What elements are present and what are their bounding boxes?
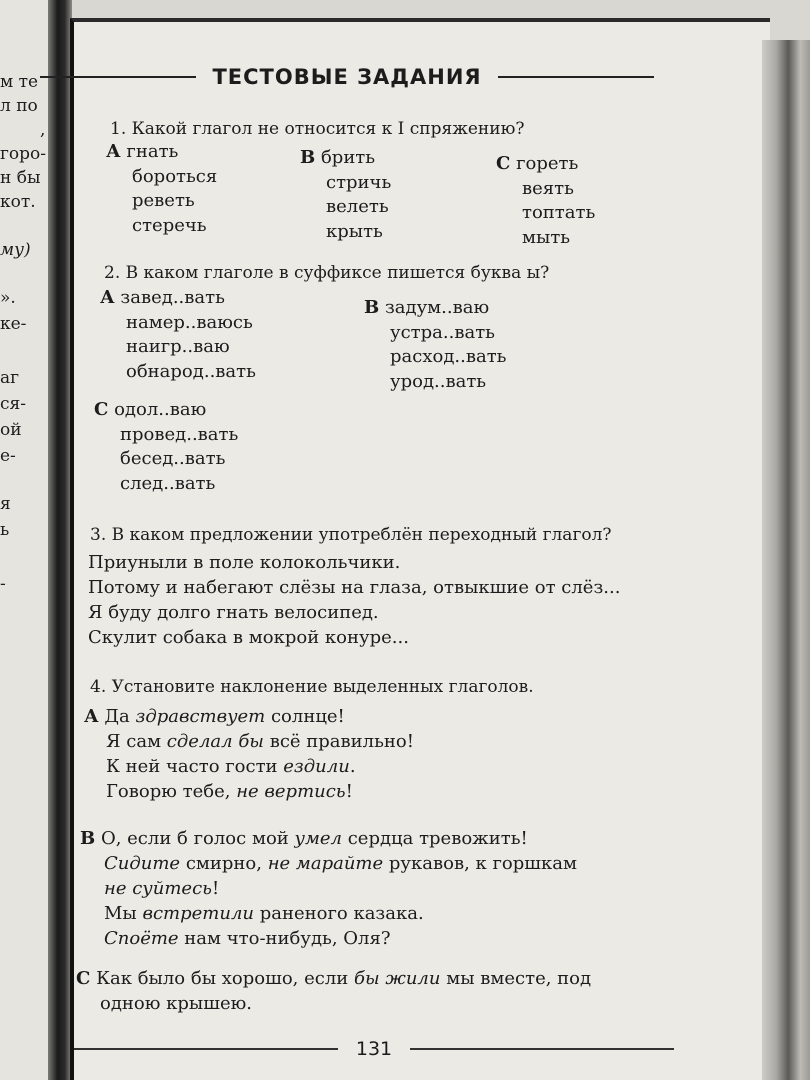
option-item: веять — [522, 177, 574, 199]
left-fragment: н бы — [0, 168, 41, 188]
option-item: крыть — [326, 220, 383, 242]
highlighted-verb: ездили — [283, 756, 350, 777]
q4-option-a — [84, 704, 414, 804]
left-fragment: - — [0, 574, 6, 594]
left-fragment: горо- — [0, 144, 47, 164]
option-item: намер..ваюсь — [126, 311, 253, 333]
highlighted-verb: бы жили — [354, 968, 441, 989]
text: Да — [104, 706, 136, 727]
page-footer — [74, 1036, 674, 1062]
option-item: брить — [320, 147, 376, 168]
left-fragment: кот. — [0, 192, 36, 212]
question-4: 4. Установите наклонение выделенных глаголов. — [90, 677, 534, 697]
option-letter: А — [84, 706, 99, 727]
highlighted-verb: сделал бы — [166, 731, 264, 752]
option-item: стеречь — [132, 214, 207, 236]
text: солнце! — [265, 706, 345, 727]
page-edge-shadow — [762, 40, 810, 1080]
left-fragment: ся- — [0, 394, 26, 414]
left-fragment: , — [40, 120, 46, 140]
option-letter: А — [106, 141, 121, 162]
text: смирно, — [180, 853, 268, 874]
highlighted-verb: встретили — [142, 903, 254, 924]
q3-sentence: Скулит собака в мокрой конуре... — [88, 627, 409, 648]
option-item: след..вать — [120, 472, 216, 494]
q2-option-c — [94, 398, 238, 496]
option-item: провед..вать — [120, 423, 239, 445]
text: раненого казака. — [254, 903, 424, 924]
option-letter: В — [364, 297, 380, 318]
option-item: бесед..вать — [120, 448, 226, 469]
text: рукавов, к горшкам — [383, 853, 577, 874]
option-item: велеть — [326, 196, 389, 217]
left-fragment: м те — [0, 72, 39, 92]
q4-option-c — [76, 966, 591, 1016]
page-number: 131 — [355, 1038, 393, 1060]
option-item: устра..вать — [390, 321, 495, 343]
left-fragment: е- — [0, 446, 16, 466]
section-header — [40, 64, 654, 90]
highlighted-verb: не марайте — [267, 853, 384, 874]
option-item: бороться — [132, 165, 218, 187]
text: Мы — [104, 903, 143, 924]
option-letter: В — [80, 828, 96, 849]
left-fragment: л по — [0, 96, 38, 116]
left-fragment: ь — [0, 520, 10, 540]
q1-option-b — [300, 146, 391, 244]
option-letter: С — [496, 153, 511, 174]
option-letter: С — [76, 968, 91, 989]
highlighted-verb: Сидите — [104, 853, 181, 874]
text: О, если б голос мой — [100, 828, 295, 849]
highlighted-verb: здравствует — [135, 706, 266, 727]
text: Как было бы хорошо, если — [96, 968, 354, 989]
q2-option-a — [100, 286, 256, 384]
question-1: 1. Какой глагол не относится к I спряжению? — [110, 119, 525, 139]
q1-option-c — [496, 152, 595, 250]
footer-rule-right — [410, 1048, 674, 1050]
text: Говорю тебе, — [106, 781, 237, 802]
text: одною крышею. — [100, 993, 253, 1014]
question-2: 2. В каком глаголе в суффиксе пишется буква ы? — [104, 263, 550, 283]
text: сердца тревожить! — [341, 828, 528, 849]
highlighted-verb: не суйтесь — [104, 878, 212, 899]
q2-option-b — [364, 296, 506, 394]
left-fragment: аг — [0, 368, 20, 388]
q1-option-a — [106, 140, 217, 238]
option-item: наигр..ваю — [126, 336, 230, 357]
header-rule-left — [40, 76, 196, 78]
header-rule-right — [498, 76, 654, 78]
q3-sentence: Я буду долго гнать велосипед. — [88, 602, 379, 623]
option-item: топтать — [522, 202, 596, 223]
text: . — [349, 756, 356, 777]
book-spine — [48, 0, 72, 1080]
option-item: стричь — [326, 171, 392, 193]
left-fragment: ке- — [0, 314, 27, 334]
option-letter: В — [300, 147, 316, 168]
q4-option-b — [80, 826, 577, 951]
option-item: одол..ваю — [114, 399, 207, 420]
option-letter: А — [100, 287, 115, 308]
section-title: ТЕСТОВЫЕ ЗАДАНИЯ — [212, 65, 482, 89]
text: ! — [211, 878, 220, 899]
highlighted-verb: Споёте — [104, 928, 179, 949]
text: нам что-нибудь, Оля? — [178, 928, 391, 949]
option-item: расход..вать — [390, 346, 507, 367]
text: мы вместе, под — [440, 968, 592, 989]
text: всё правильно! — [263, 731, 414, 752]
option-item: задум..ваю — [384, 297, 490, 318]
q3-sentences — [88, 550, 620, 650]
left-fragment: му) — [0, 240, 31, 260]
option-item: гореть — [516, 153, 579, 174]
footer-rule-left — [74, 1048, 338, 1050]
option-item: урод..вать — [390, 370, 487, 392]
highlighted-verb: не вертись — [236, 781, 346, 802]
option-item: обнарод..вать — [126, 360, 256, 382]
q3-sentence: Потому и набегают слёзы на глаза, отвыкшие от слёз... — [88, 577, 621, 598]
q3-sentence: Приуныли в поле колокольчики. — [88, 552, 401, 573]
option-item: мыть — [522, 226, 571, 248]
left-fragment: ». — [0, 288, 16, 308]
option-letter: С — [94, 399, 109, 420]
question-3: 3. В каком предложении употреблён переходный глагол? — [90, 525, 612, 545]
option-item: завед..вать — [120, 287, 225, 308]
highlighted-verb: умел — [294, 828, 342, 849]
option-item: реветь — [132, 190, 195, 211]
text: ! — [345, 781, 353, 802]
left-fragment: ой — [0, 420, 22, 440]
option-item: гнать — [126, 141, 179, 162]
left-fragment: я — [0, 494, 11, 514]
text: Я сам — [106, 731, 167, 752]
text: К ней часто гости — [106, 756, 284, 777]
